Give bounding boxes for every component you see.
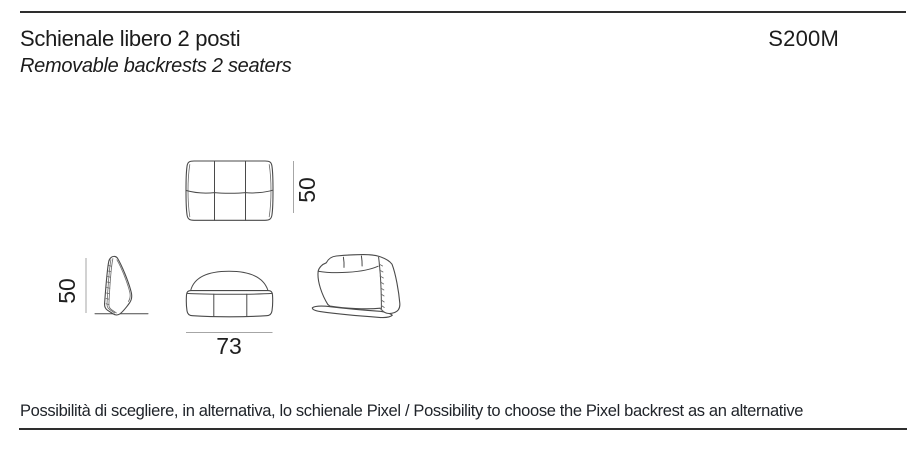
side-view-height-value: 50 xyxy=(54,278,80,304)
front-view-width-dimension xyxy=(186,333,273,360)
front-view-width-value: 73 xyxy=(216,333,242,359)
technical-drawing-area xyxy=(40,130,430,370)
backrest-top-view xyxy=(186,161,273,220)
footnote-alternative-backrest: Possibilità di scegliere, in alternativa, lo schienale Pixel / Possibility to choose the Pixel backrest as an alternative xyxy=(20,402,804,420)
side-view-height-dimension xyxy=(54,258,86,313)
backrest-perspective-view xyxy=(312,255,400,318)
backrest-front-view xyxy=(186,271,272,317)
backrest-side-view xyxy=(95,256,148,315)
page-title: Schienale libero 2 posti xyxy=(20,26,241,51)
top-view-depth-dimension xyxy=(294,161,321,213)
top-divider xyxy=(20,11,906,13)
model-code: S200M xyxy=(768,26,839,51)
technical-drawing-svg xyxy=(40,130,430,370)
top-view-depth-value: 50 xyxy=(294,177,320,203)
bottom-divider xyxy=(19,428,907,430)
page-subtitle-english: Removable backrests 2 seaters xyxy=(20,55,292,77)
